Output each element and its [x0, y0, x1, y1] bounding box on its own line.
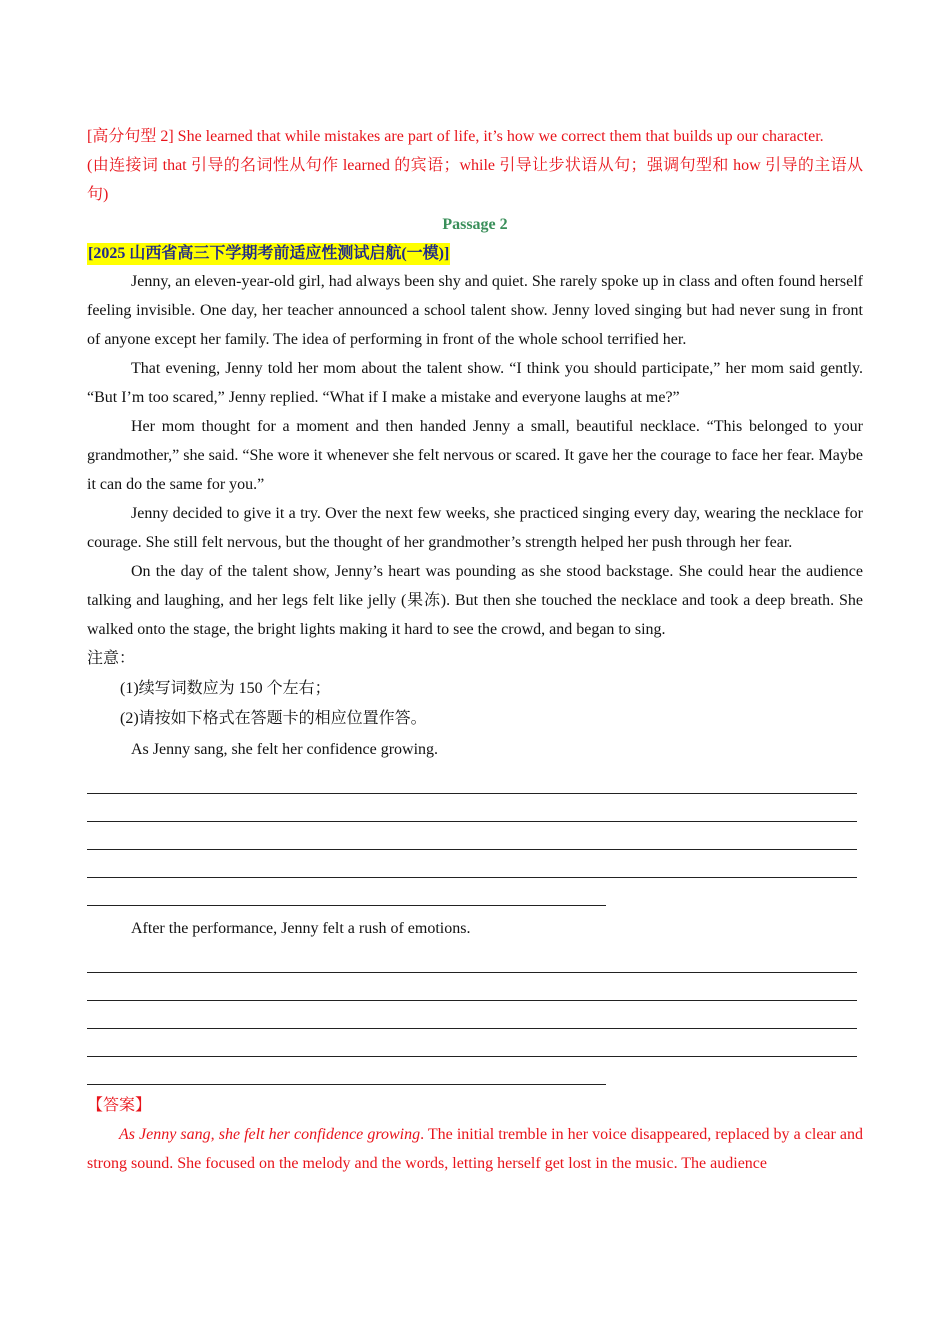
writing-line — [87, 945, 857, 973]
writing-area-2 — [87, 945, 863, 1085]
passage-body — [87, 267, 863, 644]
answer-lead: As Jenny sang, she felt her confidence growing — [119, 1126, 421, 1143]
high-score-explanation: (由连接词 that 引导的名词性从句作 learned 的宾语；while 引导让步状语从句；强调句型和 how 引导的主语从句) — [87, 157, 863, 203]
note-item-2: (2)请按如下格式在答题卡的相应位置作答。 — [120, 710, 427, 727]
prompt-second: After the performance, Jenny felt a rush of emotions. — [131, 920, 471, 937]
source-tag: [2025 山西省高三下学期考前适应性测试启航(一模)] — [87, 243, 450, 265]
prompt-first: As Jenny sang, she felt her confidence growing. — [131, 741, 439, 758]
writing-line — [87, 1029, 857, 1057]
high-score-sentence — [87, 122, 863, 151]
note-item-1: (1)续写词数应为 150 个左右； — [120, 680, 331, 697]
writing-line — [87, 794, 857, 822]
writing-line — [87, 850, 857, 878]
writing-line — [87, 766, 857, 794]
answer-label: 【答案】 — [87, 1097, 152, 1114]
passage-title: Passage 2 — [442, 216, 508, 233]
paragraph-3: Her mom thought for a moment and then handed Jenny a small, beautiful necklace. “This belonged to your grandmother,” she said. “She wore it whenever she felt nervous or scared. It gave her the courage to face her fear. Maybe it can do the same for you.” — [87, 418, 863, 493]
answer-text — [87, 1120, 863, 1178]
writing-line — [87, 973, 857, 1001]
writing-line — [87, 822, 857, 850]
high-score-label: [高分句型 2] — [87, 128, 174, 145]
paragraph-1: Jenny, an eleven-year-old girl, had always been shy and quiet. She rarely spoke up in class and often found herself feeling invisible. One day, her teacher announced a school talent show. Jenny loved singing but had never sung in front of anyone except her family. The idea of performing in front of the whole school terrified her. — [87, 273, 863, 348]
document-page — [87, 122, 863, 1178]
high-score-text: She learned that while mistakes are part of life, it’s how we correct them that builds up our character. — [177, 128, 824, 145]
writing-area-1 — [87, 766, 863, 906]
paragraph-4: Jenny decided to give it a try. Over the next few weeks, she practiced singing every day, wearing the necklace for courage. She still felt nervous, but the thought of her grandmother’s strength helped her push through her fear. — [87, 505, 863, 551]
source-line — [87, 240, 863, 267]
writing-line — [87, 1057, 606, 1085]
writing-line — [87, 1001, 857, 1029]
writing-line — [87, 878, 606, 906]
paragraph-2: That evening, Jenny told her mom about the talent show. “I think you should participate,” her mom said gently. “But I’m too scared,” Jenny replied. “What if I make a mistake and everyone laughs at me?” — [87, 360, 863, 406]
notes-heading: 注意： — [87, 650, 136, 667]
answer-body: . The initial tremble in her voice disappeared, replaced by a clear and strong sound. She focused on the melody and the words, letting herself get lost in the music. The audience — [87, 1126, 864, 1172]
paragraph-5: On the day of the talent show, Jenny’s heart was pounding as she stood backstage. She could hear the audience talking and laughing, and her legs felt like jelly (果冻). But then she touched the necklace and took a deep breath. She walked onto the stage, the bright lights making it hard to see the crowd, and began to sing. — [87, 563, 863, 638]
